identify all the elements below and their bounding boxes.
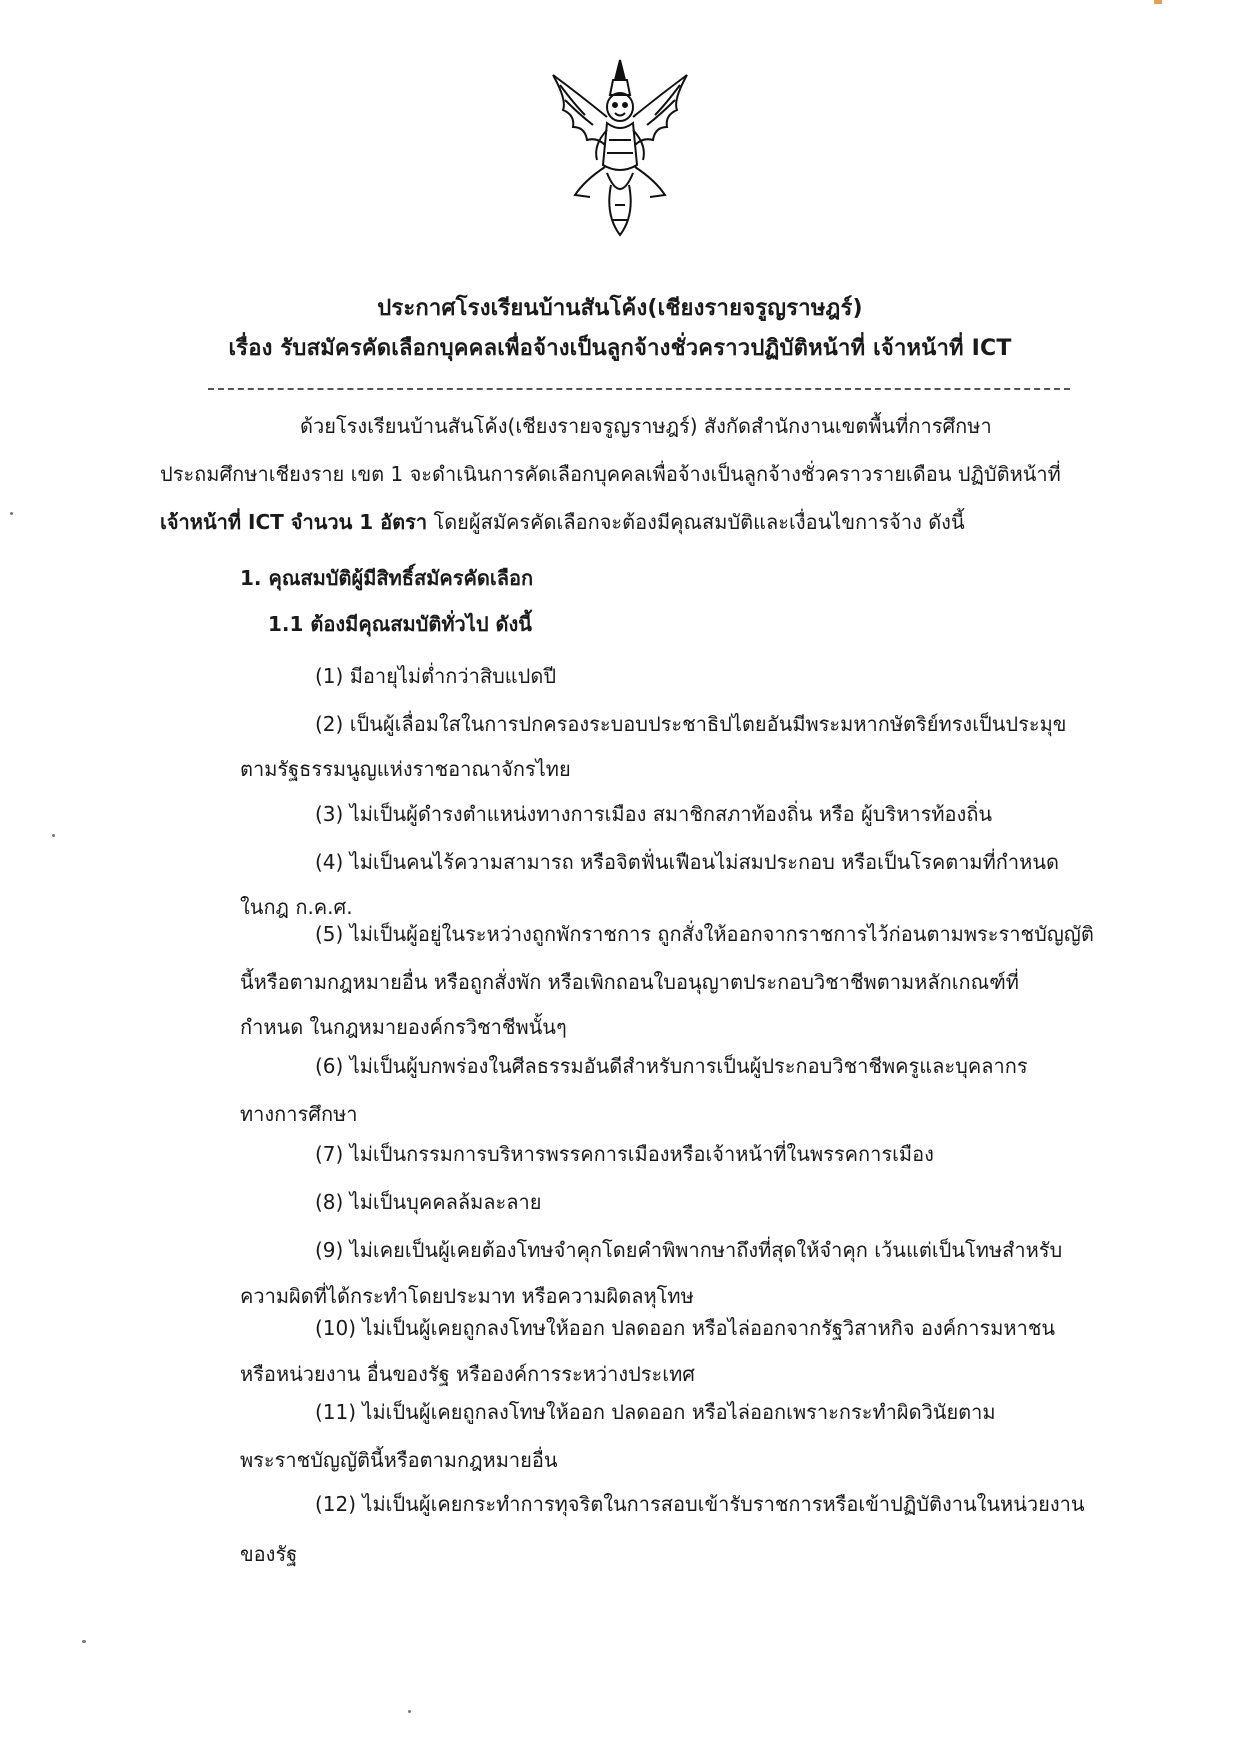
scan-speck — [10, 512, 13, 515]
qualification-item: (4) ไม่เป็นคนไร้ความสามารถ หรือจิตฟั่นเฟือนไม่สมประกอบ หรือเป็นโรคตามที่กำหนด — [315, 850, 1059, 874]
qualification-item: (7) ไม่เป็นกรรมการบริหารพรรคการเมืองหรือเจ้าหน้าที่ในพรรคการเมือง — [315, 1142, 934, 1166]
divider — [208, 388, 1070, 390]
qualification-item-cont: ความผิดที่ได้กระทำโดยประมาท หรือความผิดลหุโทษ — [240, 1284, 694, 1308]
qualification-item-cont: หรือหน่วยงาน อื่นของรัฐ หรือองค์การระหว่างประเทศ — [240, 1362, 695, 1386]
announcement-subject: เรื่อง รับสมัครคัดเลือกบุคคลเพื่อจ้างเป็นลูกจ้างชั่วคราวปฏิบัติหน้าที่ เจ้าหน้าที่ ICT — [228, 336, 1012, 361]
scan-speck — [82, 1640, 86, 1643]
qualification-item: (11) ไม่เป็นผู้เคยถูกลงโทษให้ออก ปลดออก หรือไล่ออกเพราะกระทำผิดวินัยตาม — [315, 1400, 996, 1424]
qualification-item: (1) มีอายุไม่ต่ำกว่าสิบแปดปี — [315, 664, 557, 688]
qualification-item-cont: ในกฎ ก.ค.ศ. — [240, 895, 353, 919]
scan-mark — [1154, 0, 1162, 4]
qualification-item: (8) ไม่เป็นบุคคลล้มละลาย — [315, 1190, 542, 1214]
subsection-heading: 1.1 ต้องมีคุณสมบัติทั่วไป ดังนี้ — [268, 612, 532, 636]
intro-line-3-rest: โดยผู้สมัครคัดเลือกจะต้องมีคุณสมบัติและเงื่อนไขการจ้าง ดังนี้ — [427, 510, 965, 534]
qualification-item: (5) ไม่เป็นผู้อยู่ในระหว่างถูกพักราชการ ถูกสั่งให้ออกจากราชการไว้ก่อนตามพระราชบัญญัติ — [315, 922, 1094, 946]
intro-line-3 — [160, 508, 965, 536]
announcement-title: ประกาศโรงเรียนบ้านสันโค้ง(เชียงรายจรูญราษฎร์) — [377, 296, 863, 321]
qualification-item-cont: กำหนด ในกฎหมายองค์กรวิชาชีพนั้นๆ — [240, 1015, 567, 1039]
scan-speck — [408, 1710, 411, 1713]
qualification-item-cont: ทางการศึกษา — [240, 1102, 358, 1126]
qualification-item: (10) ไม่เป็นผู้เคยถูกลงโทษให้ออก ปลดออก หรือไล่ออกจากรัฐวิสาหกิจ องค์การมหาชน — [315, 1316, 1056, 1340]
qualification-item-cont: ตามรัฐธรรมนูญแห่งราชอาณาจักรไทย — [240, 757, 571, 781]
scan-speck — [52, 834, 55, 837]
qualification-item: (12) ไม่เป็นผู้เคยกระทำการทุจริตในการสอบเข้ารับราชการหรือเข้าปฏิบัติงานในหน่วยงาน — [315, 1492, 1085, 1516]
qualification-item-cont: พระราชบัญญัตินี้หรือตามกฎหมายอื่น — [240, 1448, 558, 1472]
qualification-item: (3) ไม่เป็นผู้ดำรงตำแหน่งทางการเมือง สมาชิกสภาท้องถิ่น หรือ ผู้บริหารท้องถิ่น — [315, 802, 993, 826]
qualification-item-cont: ของรัฐ — [240, 1542, 298, 1566]
intro-line-2: ประถมศึกษาเชียงราย เขต 1 จะดำเนินการคัดเลือกบุคคลเพื่อจ้างเป็นลูกจ้างชั่วคราวรายเดือน ปฏิบัติหน้าที่ — [160, 462, 1061, 486]
section-heading: 1. คุณสมบัติผู้มีสิทธิ์สมัครคัดเลือก — [240, 566, 534, 590]
qualification-item-cont: นี้หรือตามกฎหมายอื่น หรือถูกสั่งพัก หรือเพิกถอนใบอนุญาตประกอบวิชาชีพตามหลักเกณฑ์ที่ — [240, 970, 1019, 994]
qualification-item: (2) เป็นผู้เลื่อมใสในการปกครองระบอบประชาธิปไตยอันมีพระมหากษัตริย์ทรงเป็นประมุข — [315, 712, 1067, 736]
position-quota: เจ้าหน้าที่ ICT จำนวน 1 อัตรา — [160, 510, 428, 534]
qualification-item: (9) ไม่เคยเป็นผู้เคยต้องโทษจำคุกโดยคำพิพากษาถึงที่สุดให้จำคุก เว้นแต่เป็นโทษสำหรับ — [315, 1238, 1063, 1262]
qualification-item: (6) ไม่เป็นผู้บกพร่องในศีลธรรมอันดีสำหรับการเป็นผู้ประกอบวิชาชีพครูและบุคลากร — [315, 1054, 1028, 1078]
intro-line-1: ด้วยโรงเรียนบ้านสันโค้ง(เชียงรายจรูญราษฎร์) สังกัดสำนักงานเขตพื้นที่การศึกษา — [300, 414, 992, 438]
garuda-emblem — [545, 55, 695, 245]
